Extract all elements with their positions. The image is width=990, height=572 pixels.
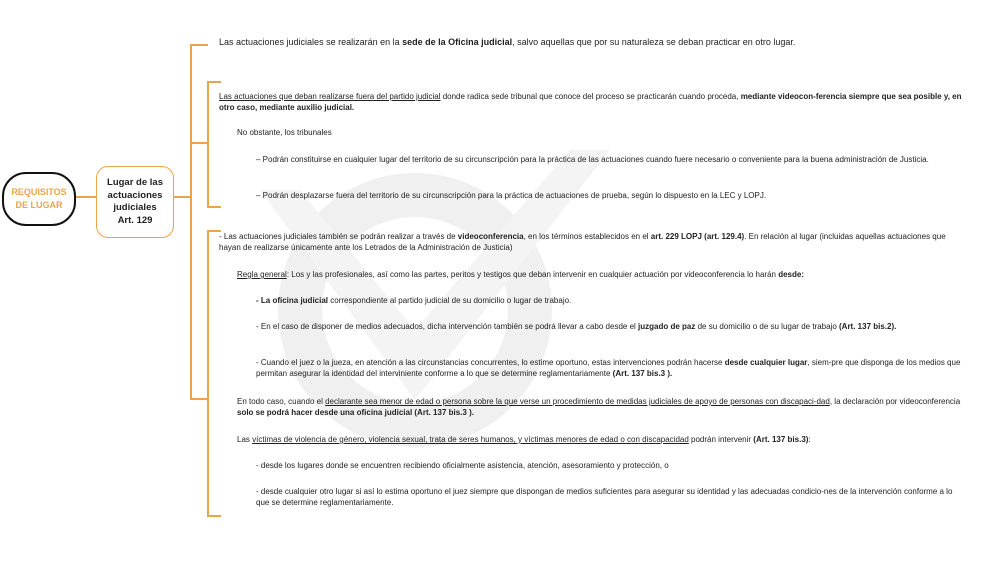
cualquier-bold1: desde cualquier lugar [724, 358, 808, 367]
branch3-intro [219, 232, 969, 253]
connector-branch2 [190, 142, 208, 144]
branch3-item-juzgado-paz [256, 322, 966, 333]
branch3-intro-bold2: art. 229 LOPJ (art. 129.4) [650, 232, 745, 241]
branch1-bold: sede de la Oficina judicial [402, 37, 513, 47]
branch1-text [219, 36, 969, 48]
juzgado-bold1: juzgado de paz [638, 322, 696, 331]
branch1-part1: Las actuaciones judiciales se realizarán en la [219, 37, 403, 47]
victimas-underlined: víctimas de violencia de género, violencia sexual, trata de seres humanos, y víctimas menores de edad o con discapacidad [252, 435, 689, 444]
regla-general-label: Regla general [237, 270, 287, 279]
branch3-item-oficina [256, 296, 966, 307]
victimas-text1: Las [237, 435, 253, 444]
juzgado-text1: - En el caso de disponer de medios adecuados, dicha intervención también se podrá llevar a cabo desde el [256, 322, 639, 331]
brace-branch3 [207, 230, 209, 517]
branch3-victimas [237, 435, 967, 446]
branch1-part2: , salvo aquellas que por su naturaleza se deban practicar en otro lugar. [512, 37, 796, 47]
menor-bold: solo se podrá hacer desde una oficina judicial (Art. 137 bis.3 ). [237, 407, 474, 417]
root-node-requisitos-de-lugar [2, 172, 76, 226]
branch3-intro-part3: . En relación al lugar (incluidas aquellas actuaciones que hayan de realizarse únicamente ante los Letrados de la Administración de Justicia) [219, 232, 946, 252]
regla-general-bold: desde: [778, 270, 805, 279]
branch3-item-lugares-asistencia: - desde los lugares donde se encuentren recibiendo oficialmente asistencia, atención, asesoramiento y protección, o [256, 461, 669, 470]
branch2-item-desplazarse: – Podrán desplazarse fuera del territorio de su circunscripción para la práctica de actuaciones de prueba, según lo dispuesto en la LEC y LOPJ. [256, 191, 767, 200]
regla-general-text: : Los y las profesionales, así como las partes, peritos y testigos que deban intervenir en cualquier actuación por videoconferencia lo harán [286, 270, 779, 279]
branch3-item-otro-lugar: - desde cualquier otro lugar si así lo estima oportuno el juez siempre que dispongan de medios suficientes para asegurar su identidad y las adecuadas condicio-nes de la intervención conforme a lo que se determine reglamentariamente. [256, 487, 953, 507]
branch3-regla-general [237, 270, 967, 281]
menor-underlined: declarante sea menor de edad o persona sobre la que verse un procedimiento de medidas judiciales de apoyo de personas con discapaci-dad [325, 397, 830, 406]
connector-root [74, 196, 96, 198]
branch2-no-obstante: No obstante, los tribunales [237, 128, 332, 137]
branch3-intro-part1: - Las actuaciones judiciales también se podrán realizar a través de [219, 232, 458, 241]
oficina-bold: - La oficina judicial [256, 296, 329, 305]
node-label: Lugar de las actuaciones judiciales Art. 129 [107, 177, 163, 226]
juzgado-text2: de su domicilio o de su lugar de trabajo [695, 322, 839, 331]
root-node-label: REQUISITOS DE LUGAR [11, 187, 67, 210]
branch3-menor-edad [237, 397, 967, 418]
branch2-intro-bold: mediante videocon-ferencia siempre que sea posible y, en otro caso, mediante auxilio judicial. [219, 92, 962, 112]
brace-branch2 [207, 81, 209, 207]
branch3-item-cualquier-lugar [256, 358, 966, 379]
branch3-intro-bold1: videoconferencia [457, 232, 524, 241]
branch2-intro-text: donde radica sede tribunal que conoce del proceso se practicarán cuando proceda, [440, 92, 741, 101]
brace-branch3-bottom [207, 515, 221, 517]
menor-text1: En todo caso, cuando el [237, 397, 326, 406]
main-brace-vertical [190, 44, 192, 399]
cualquier-text2: , siem-pre que disponga de los medios que permitan asegurar la identidad del interviniente conforme a lo que se determine reglamentariamente [256, 358, 961, 378]
juzgado-bold2: (Art. 137 bis.2). [839, 322, 897, 331]
cualquier-text1: - Cuando el juez o la jueza, en atención a las circunstancias concurrentes, lo estime oportuno, estas intervenciones podrán hacerse [256, 358, 725, 367]
branch3-intro-part2: , en los términos establecidos en el [523, 232, 651, 241]
brace-branch2-bottom [207, 206, 221, 208]
oficina-text: correspondiente al partido judicial de su domicilio o lugar de trabajo. [328, 296, 572, 305]
branch2-intro-underlined: Las actuaciones que deban realizarse fuera del partido judicial [219, 92, 441, 101]
branch2-intro [219, 92, 969, 113]
node-lugar-actuaciones [96, 166, 174, 238]
victimas-text3: : [808, 435, 811, 444]
connector-branch1 [190, 44, 208, 46]
branch2-item-constituirse: – Podrán constituirse en cualquier lugar del territorio de su circunscripción para la práctica de las actuaciones cuando fuere necesario o conveniente para la buena administración de Justicia. [256, 155, 929, 164]
cualquier-bold2: (Art. 137 bis.3 ). [612, 368, 673, 378]
victimas-text2: podrán intervenir [688, 435, 754, 444]
menor-text2: , la declaración por videoconferencia [829, 397, 961, 406]
victimas-bold: (Art. 137 bis.3) [753, 435, 809, 444]
brace-branch2-top [207, 81, 221, 83]
connector-node [172, 196, 191, 198]
connector-branch3 [190, 398, 208, 400]
